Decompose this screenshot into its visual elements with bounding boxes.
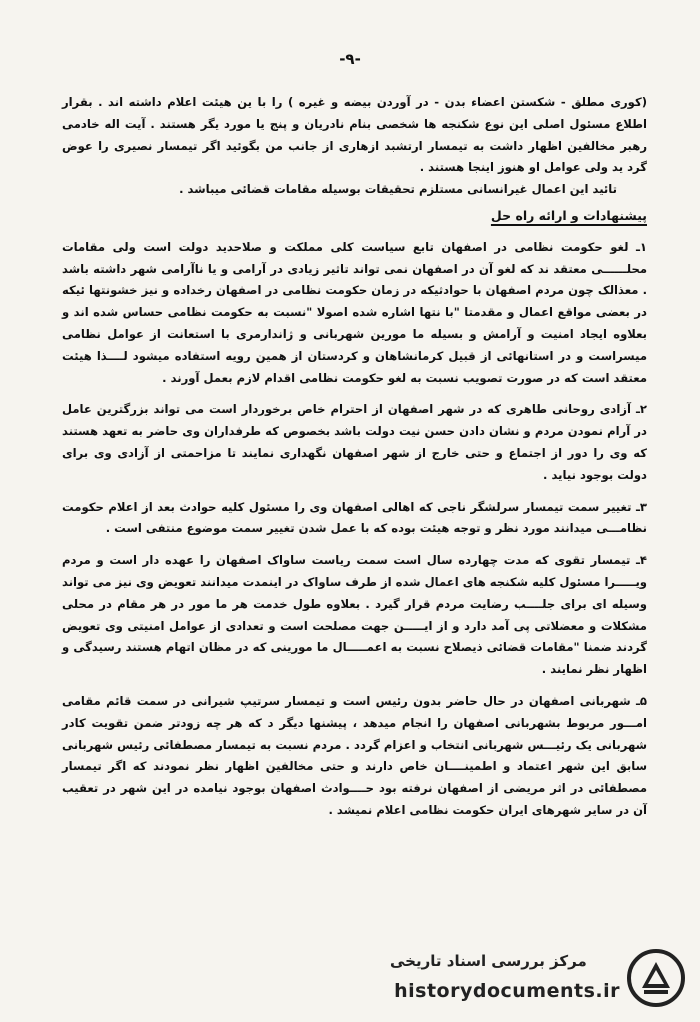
paragraph-confirmation: تائید این اعمال غیرانسانی مستلزم تحقیقات بوسیله مقامات قضائی میباشد . <box>179 182 617 197</box>
list-item-5: ۵ـ شهربانی اصفهان در حال حاضر بدون رئیس است و تیمسار سرتیپ شیرانی در سمت قائم مقامی امـــور مربوط بشهربانی اصفهان را انجام میدهد ، پیشنها دیگر د که هر چه زودتر ضمن تقویت کادر شهربانی یک رئیـــس شهربانی انتخاب و اعزام گردد . مردم نسبت به تیمسار مصطفائی رئیس شهربانی سابق این شهر اعتماد و اطمینــــان خاص دارند و حتی مخالفین اظهار نظر نمودند که اگر تیمسار مصطفائی در اثر مریضی از اصفهان نرفته بود حــــوادث اصفهان بوجود نیامده در این شهر در تعقیب آن در سایر شهرهای ایران حکومت نظامی اعلام نمیشد . <box>62 693 647 817</box>
page-number: -۹- <box>339 50 361 68</box>
list-item-1: ۱ـ لغو حکومت نظامی در اصفهان تابع سیاست کلی مملکت و صلاحدید دولت است ولی مقامات محلــــــی معتقد ند که لغو آن در اصفهان نمی تواند تاثیر زیادی در آرامی و یا ناآرامی شهر داشته باشد . معذالک چون مردم اصفهان با حوادثیکه در زمان حکومت نظامی در اصفهان رخداده و نیز خشونتها ئیکه در بعضی مواقع اعمال و مقدمتا "با نتها اشاره شده اصولا "نسبت به حکومت نظامی حساس شده اند و بعلاوه ایجاد امنیت و آرامش و بسیله ما مورین شهربانی و ژاندارمری با استعانت از عوامل نظامی میسراست و در استانهائی از قبیل کرمانشاهان و کردستان از همین رویه استفاده میشود لــــذا هیئت معتقد است که در صورت تصویب نسبت به لغو حکومت نظامی اقدام لازم بعمل آورند . <box>62 239 647 385</box>
list-item-4: ۴ـ تیمسار تقوی که مدت چهارده سال است سمت ریاست ساواک اصفهان را عهده دار است و مردم ویـــــرا مسئول کلیه شکنجه های اعمال شده از طرف ساواک در اینمدت میدانند تعویض وی نیز می تواند وسیله ای برای جلــــب رضایت مردم قرار گیرد . بعلاوه طول خدمت هر ما مور در هر مقام در محلی مشکلات و معضلاتی پی آمد دارد و از ایـــــن جهت مصلحت است و تعدادی از عوامل امنیتی وی تعویض گردند ضمنا "مقامات قضائی ذیصلاح نسبت به اعمـــــال ما مورینی که در مظان اتهام هستند رسیدگی و اظهار نظر نمایند . <box>62 553 647 677</box>
watermark-url: historydocuments.ir <box>394 980 620 1002</box>
document-body <box>62 92 647 822</box>
section-heading: پیشنهادات و ارائه راه حل <box>490 207 647 223</box>
watermark <box>386 946 686 1014</box>
list-item-3: ۳ـ تغییر سمت تیمسار سرلشگر ناجی که اهالی اصفهان وی را مسئول کلیه حوادث بعد از اعلام حکومت نظامـــی میدانند مورد نظر و توجه هیئت بوده که با عمل شدن تغییر سمت موضوع منتفی است . <box>62 499 647 536</box>
archive-logo-icon <box>626 948 686 1008</box>
paragraph-intro: (کوری مطلق - شکستن اعضاء بدن - در آوردن بیضه و غیره ) را با ین هیئت اعلام داشته اند . بقرار اطلاع مسئول اصلی این نوع شکنجه ها شخصی بنام نادریان و پنج یا مورد یگر هستند . آیت اله خادمی رهبر مخالفین اظهار داشت به تیمسار ارتشبد ازهاری از جانب من بگوئید اگر تیمسار نصیری را عوض گرد ید ولی عوامل او هنوز اینجا هستند . <box>62 95 647 175</box>
list-item-2: ۲ـ آزادی روحانی طاهری که در شهر اصفهان از احترام خاص برخوردار است می تواند بزرگترین عامل در آرام نمودن مردم و نشان دادن حسن نیت دولت باشد بخصوص که طرفداران وی حاضر به تعهد هستند که وی را دور از اجتماع و حتی خارج از شهر اصفهان نگهداری نمایند تا مزاحمتی از آزادی وی برای دولت بوجود نیاید . <box>62 402 647 482</box>
watermark-name: مرکز بررسی اسناد تاریخی <box>390 952 587 970</box>
